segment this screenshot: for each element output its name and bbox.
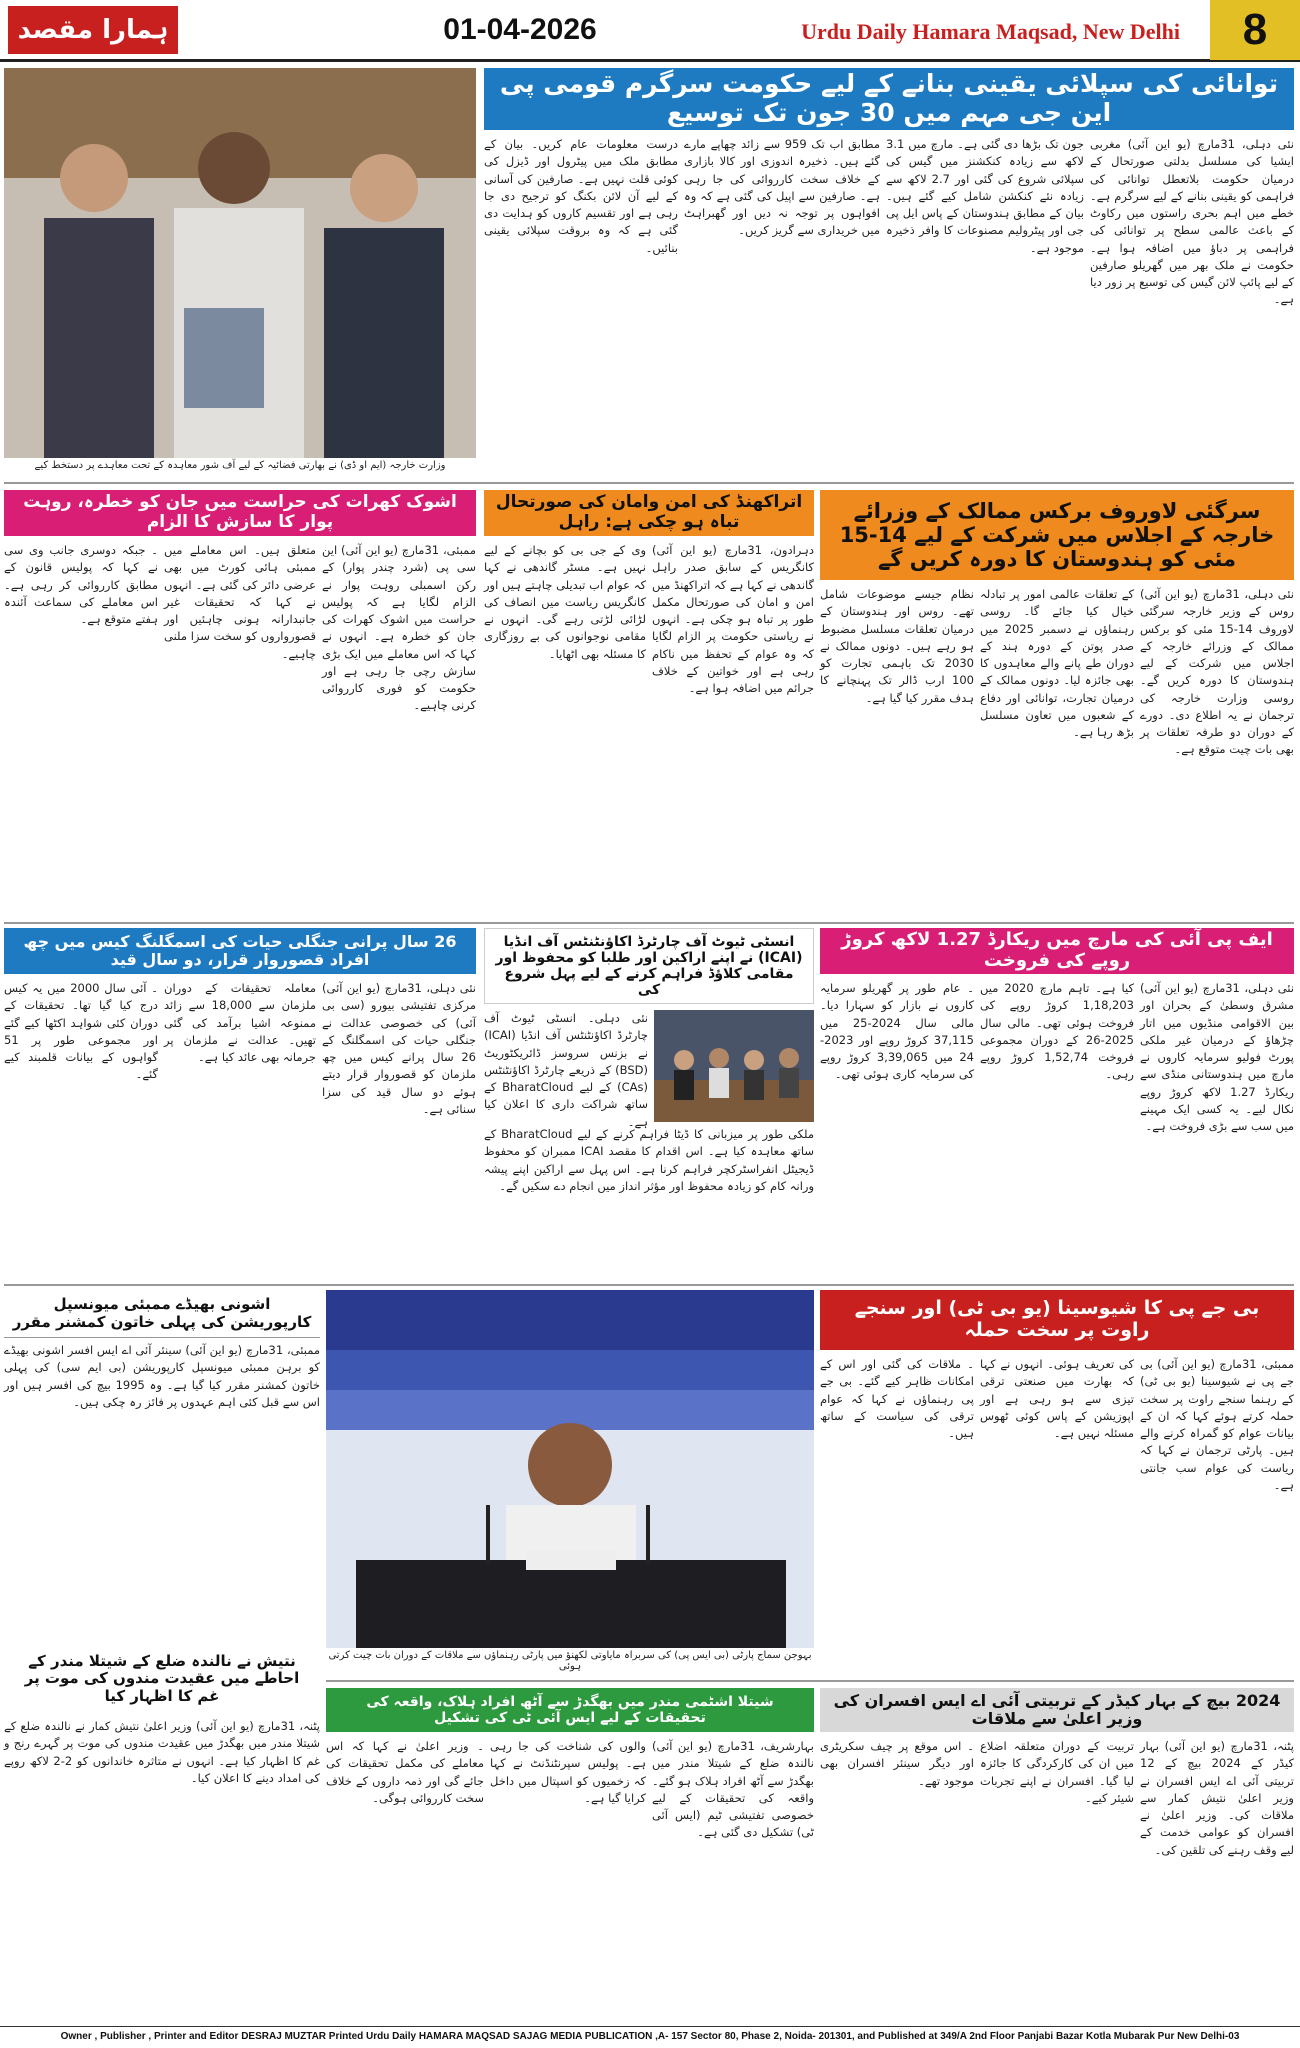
page-number: 8 [1210, 0, 1300, 60]
ias2024-col1: پٹنہ، 31مارچ (یو این آئی) بہار کیڈر کے 2024 بیچ کے 12 تربیتی آئی اے ایس افسران نے وزیر اعلیٰ نتیش کمار سے ملاقات کی۔ وزیر اعلیٰ نے افسران کو عوامی خدمت کے لیے وقف رہنے کی تلقین کی۔ [1140, 1739, 1294, 1857]
wildlife-col1: نئی دہلی، 31مارچ (یو این آئی) مرکزی تفتیشی بیورو (سی بی آئی) کی خصوصی عدالت نے جنگلی حیات کی اسمگلنگ کے 26 سال پرانے کیس میں چھ ملزمان کو قصوروار قرار دیتے ہوئے دو سال قید کی سزا سنائی ہے۔ [322, 981, 476, 1116]
lavrov-col2: کے تعلقات عالمی امور پر تبادلہ خیال کیا جائے گا۔ روسی رہنماؤں نے دسمبر 2025 میں صدر پوتن کے دورہ ہند کے دوران طے پانے والے معاہدوں کا بھی جائزہ لیا۔ دونوں ممالک کے درمیان تجارت، توانائی اور دفاع کے شعبوں میں تعاون مسلسل بڑھ رہا ہے۔ [980, 587, 1134, 739]
icai-photo-illustration [654, 1010, 814, 1122]
wildlife-col3: ۔ آئی سال 2000 میں یہ کیس درج کیا گیا تھا۔ تحقیقات کے دوران کئی شواہد اکٹھا کیے گئے اور مجموعی طور پر 51 گواہوں کے بیانات قلمبند کیے گئے۔ [4, 981, 158, 1082]
bjp-headline: بی جے پی کا شیوسینا (یو بی ٹی) اور سنجے راوت پر سخت حملہ [820, 1290, 1294, 1350]
bjp-col2: کی تعریف ہوئی۔ انہوں نے کہا کہ بھارت میں صنعتی ترقی تیزی سے ہو رہی ہے اور اپوزیشن کے پاس کوئی ٹھوس مسئلہ نہیں ہے۔ [980, 1357, 1134, 1440]
imprint-footer: Owner , Publisher , Printer and Editor DESRAJ MUZTAR Printed Urdu Daily HAMARA MAQSAD SAJAG MEDIA PUBLICATION ,A- 157 Sector 80, Phase 2, Noida- 201301, and Published at 349/A 2nd Floor Panjabi Bazar Kotla Mubarak Pur New Delhi-03 [0, 2026, 1300, 2048]
paper-name: Urdu Daily Hamara Maqsad, New Delhi [801, 19, 1180, 44]
uttarakhand-col1: دہرادون، 31مارچ (یو این آئی) کانگریس کے سابق صدر راہل گاندھی نے کہا ہے کہ اتراکھنڈ میں امن و امان کی صورتحال مکمل طور پر تباہ ہو چکی ہے۔ انہوں نے ریاستی حکومت پر الزام لگایا کہ وہ عوام کے تحفظ میں ناکام رہی ہے اور خواتین کے خلاف جرائم میں اضافہ ہوا ہے۔ [652, 543, 814, 695]
divider [4, 482, 1294, 484]
ashok-col1: ممبئی، 31مارچ (یو این آئی) این سی پی (شرد چندر پوار) کے رکن اسمبلی روہت پوار نے الزام لگایا ہے کہ پولیس حراست میں اشوک کھرات کی جان کو خطرہ ہے۔ انہوں نے کہا کہ اس معاملے میں ایک بڑی سازش رچی جا رہی ہے اور حکومت کو فوری کارروائی کرنی چاہیے۔ [322, 543, 476, 713]
energy-col2: جون تک بڑھا دی گئی ہے۔ مارچ میں 3.1 لاکھ سے زیادہ کنکشنز میں گیس کی سپلائی شروع کی گئی اور 2.7 لاکھ سے زیادہ نئے کنکشن شامل کیے گئے ہیں۔ بیان کے مطابق ہندوستان کے پاس ایل پی جی اور پیٹرولیم مصنوعات کا وافر ذخیرہ موجود ہے۔ [886, 137, 1084, 255]
ashok-headline: اشوک کھرات کی حراست میں جان کو خطرہ، روہت پوار کا سازش کا الزام [4, 490, 476, 536]
energy-col1: نئی دہلی، 31مارچ (یو این آئی) مغربی ایشیا کی مسلسل بدلتی صورتحال کے درمیان حکومت بلاتعطل توانائی کی فراہمی کو یقینی بنانے کے لیے سرگرم ہے۔ خطے میں اہم بحری راستوں میں رکاوٹ کے باعث عالمی سطح پر توانائی کی فراہمی پر دباؤ میں اضافہ ہوا ہے۔ حکومت نے ملک بھر میں گھریلو صارفین کے لیے پائپ لائن گیس کی توسیع پر زور دیا ہے۔ [1090, 137, 1294, 307]
photo1-caption: وزارت خارجہ (ایم او ڈی) نے بھارتی فضائیہ کے لیے آف شور معاہدہ کے تحت معاہدے پر دستخط کیے [34, 460, 446, 471]
ashok-col3: ۔ جبکہ دوسری جانب وی سی نے کہا کہ پولیس قانون کے مطابق کارروائی کر رہی ہے۔ اس معاملے کی سماعت آئندہ ہفتے متوقع ہے۔ [4, 543, 158, 626]
fpi-headline: ایف پی آئی کی مارچ میں ریکارڈ 1.27 لاکھ کروڑ روپے کی فروخت [820, 928, 1294, 974]
ashok-col2: متعلق ہیں۔ اس معاملے میں ممبئی ہائی کورٹ میں بھی عرضی دائر کی گئی ہے۔ انہوں نے کہا کہ تحقیقات غیر جانبدارانہ ہونی چاہئیں اور قصورواروں کو سخت سزا ملنی چاہیے۔ [164, 543, 316, 661]
bjp-col1: ممبئی، 31مارچ (یو این آئی) بی جے پی نے شیوسینا (یو بی ٹی) کے رہنما سنجے راوت پر سخت حملہ کرتے ہوئے کہا کہ ان کے بیانات عوام کو گمراہ کرنے والے ہیں۔ پارٹی ترجمان نے کہا کہ ریاست کی عوام سب جانتی ہے۔ [1140, 1357, 1294, 1492]
divider [326, 1680, 1294, 1682]
ias2024-col3: ۔ اس موقع پر چیف سکریٹری اور دیگر سینئر افسران بھی موجود تھے۔ [820, 1739, 974, 1788]
sheetla-col3: ۔ وزیر اعلیٰ نے کہا کہ اس معاملے کی مکمل تحقیقات کی جائے گی اور ذمہ داروں کے خلاف سخت کارروائی ہوگی۔ [326, 1739, 484, 1805]
mumbai-commissioner-headline: اشونی بھیڈے ممبئی میونسپل کارپوریشن کی پہلی خاتون کمشنر مقرر [4, 1290, 320, 1338]
icai-col2: ملکی طور پر میزبانی کا ڈیٹا فراہم کرنے کے لیے BharatCloud کے ساتھ معاہدہ کیا ہے۔ اس اقدام کا مقصد ICAI ممبران کو محفوظ ڈیجیٹل انفراسٹرکچر فراہم کرنا ہے۔ اس پہل سے اراکین اپنے پیشہ ورانہ کام کو زیادہ محفوظ اور مؤثر انداز میں انجام دے سکیں گے۔ [484, 1127, 815, 1193]
icai-headline: انسٹی ٹیوٹ آف چارٹرڈ اکاؤنٹنٹس آف انڈیا (ICAI) نے اپنے اراکین اور طلبا کو محفوظ اور مقامی کلاؤڈ فراہم کرنے کے لیے پہل شروع کی [484, 928, 814, 1004]
lavrov-col3: نظام جیسے موضوعات شامل تھے۔ روس اور ہندوستان کے درمیان تعلقات مسلسل مضبوط ہو رہے ہیں۔ دونوں ممالک نے 2030 تک باہمی تجارت کو 100 ارب ڈالر تک پہنچانے کا ہدف مقرر کیا گیا ہے۔ [820, 587, 974, 705]
mayawati-photo [326, 1290, 814, 1648]
fpi-col3: ۔ عام طور پر گھریلو سرمایہ کاروں نے بازار کو سہارا دیا۔ مالی سال 2024-25 میں 37,115 کروڑ روپے اور 2023-24 میں 3,39,065 کروڑ روپے کی سرمایہ کاری ہوئی تھی۔ [820, 981, 974, 1082]
mayawati-photo-illustration [326, 1290, 814, 1648]
nalanda-headline: نتیش نے نالندہ ضلع کے شیتلا مندر کے احاطے میں عقیدت مندوں کی موت پر غم کا اظہار کیا [4, 1644, 320, 1714]
wildlife-col2: معاملہ تحقیقات کے دوران ملزمان سے 18,000 سے زائد ممنوعہ اشیا برآمد کی گئی تھیں۔ عدالت نے ملزمان پر جرمانہ بھی عائد کیا ہے۔ [164, 981, 316, 1064]
mumbai-commissioner-col1: ممبئی، 31مارچ (یو این آئی) سینئر آئی اے ایس افسر اشونی بھیڈے کو برہن ممبئی میونسپل کارپوریشن (بی ایم سی) کی پہلی خاتون کمشنر مقرر کیا گیا ہے۔ وہ 1995 بیچ کی افسر ہیں اور اس سے قبل کئی اہم عہدوں پر فائز رہ چکی ہیں۔ [4, 1343, 321, 1409]
handshake-photo-illustration [4, 68, 476, 458]
lavrov-headline: سرگئی لاوروف برکس ممالک کے وزرائے خارجہ کے اجلاس میں شرکت کے لیے 14-15 مئی کو ہندوستان کا دورہ کریں گے [820, 490, 1294, 580]
ias2024-col2: تربیت کے دوران متعلقہ اضلاع میں ان کی کارکردگی کا جائزہ لیا گیا۔ افسران نے اپنے تجربات شیئر کیے۔ [980, 1739, 1134, 1805]
sheetla-col2: والوں کی شناخت کی جا رہی ہے۔ پولیس سپرنٹنڈنٹ نے کہا کہ زخمیوں کو اسپتال میں داخل کرایا گیا ہے۔ [490, 1739, 646, 1805]
energy-col3: مطابق اب تک 959 سے زائد چھاپے مارے گئے ہیں۔ ذخیرہ اندوزی اور کالا بازاری کے خلاف سخت کارروائی کی جا رہی ہے۔ صارفین سے اپیل کی گئی ہے کہ وہ افواہوں پر توجہ نہ دیں اور گھبراہٹ میں خریداری سے گریز کریں۔ [684, 137, 880, 238]
ias2024-headline: 2024 بیچ کے بہار کیڈر کے تربیتی آئی اے ایس افسران کی وزیر اعلیٰ سے ملاقات [820, 1688, 1294, 1732]
sheetla-col1: بہارشریف، 31مارچ (یو این آئی) نالندہ ضلع کے شیتلا مندر میں بھگدڑ سے آٹھ افراد ہلاک ہو گئے۔ واقعہ کی تحقیقات کے لیے خصوصی تفتیشی ٹیم (ایس آئی ٹی) تشکیل دی گئی ہے۔ [652, 1739, 814, 1840]
divider [4, 922, 1294, 924]
issue-date: 01-04-2026 [443, 13, 597, 46]
energy-col4: درست معلومات عام کریں۔ بیان کے مطابق ملک میں پیٹرول اور ڈیزل کی کوئی قلت نہیں ہے۔ صارفین کی آسانی کے لیے آن لائن بکنگ کو ترجیح دی جا رہی ہے اور تقسیم کاروں کو ہدایت دی گئی ہے کہ وہ بروقت سپلائی یقینی بنائیں۔ [484, 137, 678, 255]
bjp-col3: ۔ ملاقات کی گئی اور اس کے امکانات ظاہر کیے گئے۔ بی جے پی رہنماؤں نے کہا کہ عوام ترقی کی سیاست کے ساتھ ہیں۔ [820, 1357, 974, 1440]
nalanda-col1: پٹنہ، 31مارچ (یو این آئی) وزیر اعلیٰ نتیش کمار نے نالندہ ضلع کے شیتلا مندر میں بھگدڑ میں عقیدت مندوں کی موت پر گہرے رنج و غم کا اظہار کیا ہے۔ انہوں نے متاثرہ خاندانوں کو 2-2 لاکھ روپے کی امداد دینے کا اعلان کیا۔ [4, 1719, 321, 1785]
photo2-caption: بہوجن سماج پارٹی (بی ایس پی) کی سربراہ مایاوتی لکھنؤ میں پارٹی رہنماؤں سے ملاقات کے دوران بات چیت کرتی ہوئی [328, 1650, 812, 1672]
energy-headline: توانائی کی سپلائی یقینی بنانے کے لیے حکومت سرگرم قومی پی این جی مہم میں 30 جون تک توسیع [484, 68, 1294, 130]
divider [4, 1284, 1294, 1286]
paper-logo: ہمارا مقصد [8, 6, 178, 54]
fpi-col1: نئی دہلی، 31مارچ (یو این آئی) مشرق وسطیٰ کے بحران اور بین الاقوامی منڈیوں میں اتار چڑھاؤ کے درمیان غیر ملکی پورٹ فولیو سرمایہ کاروں نے مارچ میں ہندوستانی منڈی سے ریکارڈ 1.27 لاکھ کروڑ روپے نکال لیے۔ یہ کسی ایک مہینے میں سب سے بڑی فروخت ہے۔ [1140, 981, 1294, 1133]
uttarakhand-headline: اتراکھنڈ کی امن وامان کی صورتحال تباہ ہو چکی ہے: راہل [484, 490, 814, 536]
sheetla-headline: شیتلا اشٹمی مندر میں بھگدڑ سے آٹھ افراد ہلاک، واقعہ کی تحقیقات کے لیے ایس آئی ٹی کی تشکیل [326, 1688, 814, 1732]
icai-col1: نئی دہلی۔ انسٹی ٹیوٹ آف چارٹرڈ اکاؤنٹنٹس آف انڈیا (ICAI) نے بزنس سروسز ڈائریکٹوریٹ (BSD) کے ذریعے چارٹرڈ اکاؤنٹنٹس (CAs) کے لیے BharatCloud کے ساتھ شراکت داری کا اعلان کیا ہے۔ [484, 1011, 648, 1129]
uttarakhand-col2: وی کے جی بی کو بچانے کے لیے نہیں ہے۔ مسٹر گاندھی نے کہا کہ عوام اب تبدیلی چاہتے ہیں اور کانگریس ریاست میں انصاف کی لڑائی لڑتی رہے گی۔ انہوں نے مقامی نوجوانوں کی بے روزگاری کا مسئلہ بھی اٹھایا۔ [484, 543, 646, 661]
lavrov-col1: نئی دہلی، 31مارچ (یو این آئی) روس کے وزیر خارجہ سرگئی لاوروف 14-15 مئی کو برکس ممالک کے وزرائے خارجہ کے اجلاس میں شرکت کے لیے ہندوستان کا دورہ کریں گے۔ روسی وزارت خارجہ کی ترجمان نے یہ اطلاع دی۔ دورے کے دوران دو طرفہ تعلقات پر بھی بات چیت متوقع ہے۔ [1140, 587, 1295, 757]
icai-photo [654, 1010, 814, 1122]
fpi-col2: کیا ہے۔ تاہم مارچ 2020 میں 1,18,203 کروڑ روپے کی فروخت ہوئی تھی۔ مالی سال 2025-26 کے دوران مجموعی فروخت 1,52,74 کروڑ روپے رہی۔ [980, 981, 1134, 1082]
wildlife-headline: 26 سال پرانی جنگلی حیات کی اسمگلنگ کیس میں چھ افراد قصوروار قرار، دو سال قید [4, 928, 476, 974]
handshake-photo [4, 68, 476, 458]
